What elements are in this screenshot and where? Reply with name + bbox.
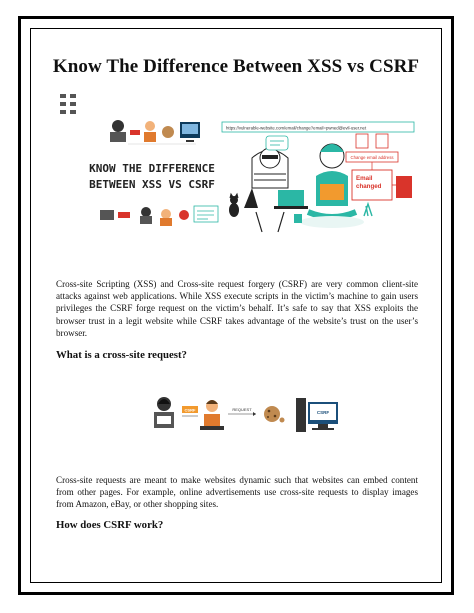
cookie-icon — [264, 406, 285, 423]
hero-heading-line2: BETWEEN XSS VS CSRF — [89, 178, 215, 191]
cross-site-diagram — [152, 392, 342, 438]
request-label: REQUEST — [232, 407, 252, 412]
csrf-tag-label: CSRF — [184, 407, 196, 413]
chat-bubble — [266, 136, 288, 150]
server-csrf-label: CSRF — [316, 410, 330, 415]
cookie-mini-icon — [162, 126, 174, 138]
cat-figure — [229, 194, 239, 217]
change-email-label: Change email address — [350, 155, 394, 160]
email-changed-line2: changed — [356, 183, 382, 190]
csrf-mini-tag — [130, 130, 140, 135]
server-icon — [396, 176, 412, 198]
doc-icon — [356, 134, 368, 148]
email-changed-line1: Email — [356, 175, 373, 182]
hero-heading-line1: KNOW THE DIFFERENCE — [89, 162, 215, 175]
intro-paragraph: Cross-site Scripting (XSS) and Cross-site request forgery (CSRF) are very common client-site attacks against web applications. While XSS execute scripts in the victim’s machine to gain users privileges the CSRF forge request on the victim’s behalf. It’s safe to say that XSS exploits the browser trust in a legit website while CSRF takes advantage of the website’s trust on the user’s browser. — [56, 279, 418, 338]
url-text: https://vulnerable-website.com/email/change?email=pwned@evil-user.net — [226, 125, 367, 131]
hero-heading-box — [78, 158, 226, 196]
document-title: Know The Difference Between XSS vs CSRF — [52, 56, 420, 77]
laptop-icon — [320, 184, 344, 200]
cross-site-paragraph: Cross-site requests are meant to make websites dynamic such that websites can embed content from other pages. For example, online advertisements use cross-site requests to display images from Amazon, eBay, or other shopping sites. — [56, 475, 418, 510]
heading-how-csrf-works: How does CSRF work? — [56, 519, 164, 531]
user-icon — [200, 400, 224, 430]
server-computer-icon — [296, 398, 338, 432]
hero-illustration — [56, 88, 418, 268]
mug-icon — [294, 214, 302, 223]
heading-cross-site-request: What is a cross-site request? — [56, 349, 187, 361]
hacker-icon — [154, 397, 174, 428]
